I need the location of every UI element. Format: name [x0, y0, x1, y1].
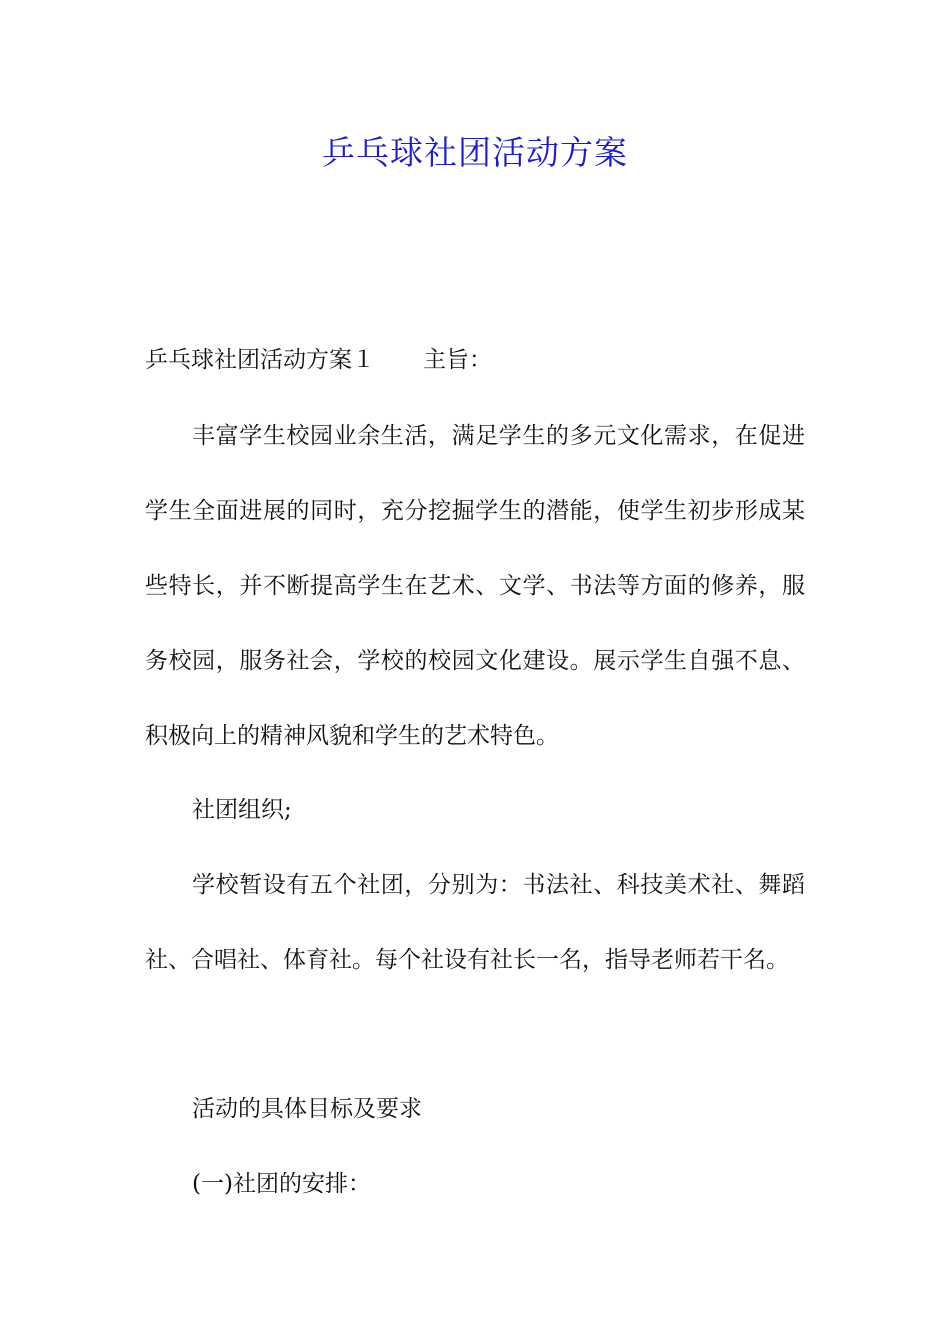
plan-heading: 乒乓球社团活动方案１	[145, 347, 375, 373]
club-arrangement-heading: (一)社团的安排：	[192, 1171, 371, 1197]
document-title: 乒乓球社团活动方案	[322, 133, 628, 172]
club-organization-paragraph: 学校暂设有五个社团，分别为：书法社、科技美术社、舞蹈社、合唱社、体育社。每个社设有社长一名，指导老师若干名。	[145, 872, 805, 973]
purpose-paragraph: 丰富学生校园业余生活，满足学生的多元文化需求，在促进学生全面进展的同时，充分挖掘学生的潜能，使学生初步形成某些特长，并不断提高学生在艺术、文学、书法等方面的修养，服务校园，服务社会，学校的校园文化建设。展示学生自强不息、积极向上的精神风貌和学生的艺术特色。	[145, 423, 805, 749]
activity-goals-heading: 活动的具体目标及要求	[192, 1096, 422, 1122]
purpose-label: 主旨：	[423, 347, 492, 373]
document-first-line	[145, 323, 805, 398]
club-organization-heading: 社团组织;	[192, 797, 292, 823]
